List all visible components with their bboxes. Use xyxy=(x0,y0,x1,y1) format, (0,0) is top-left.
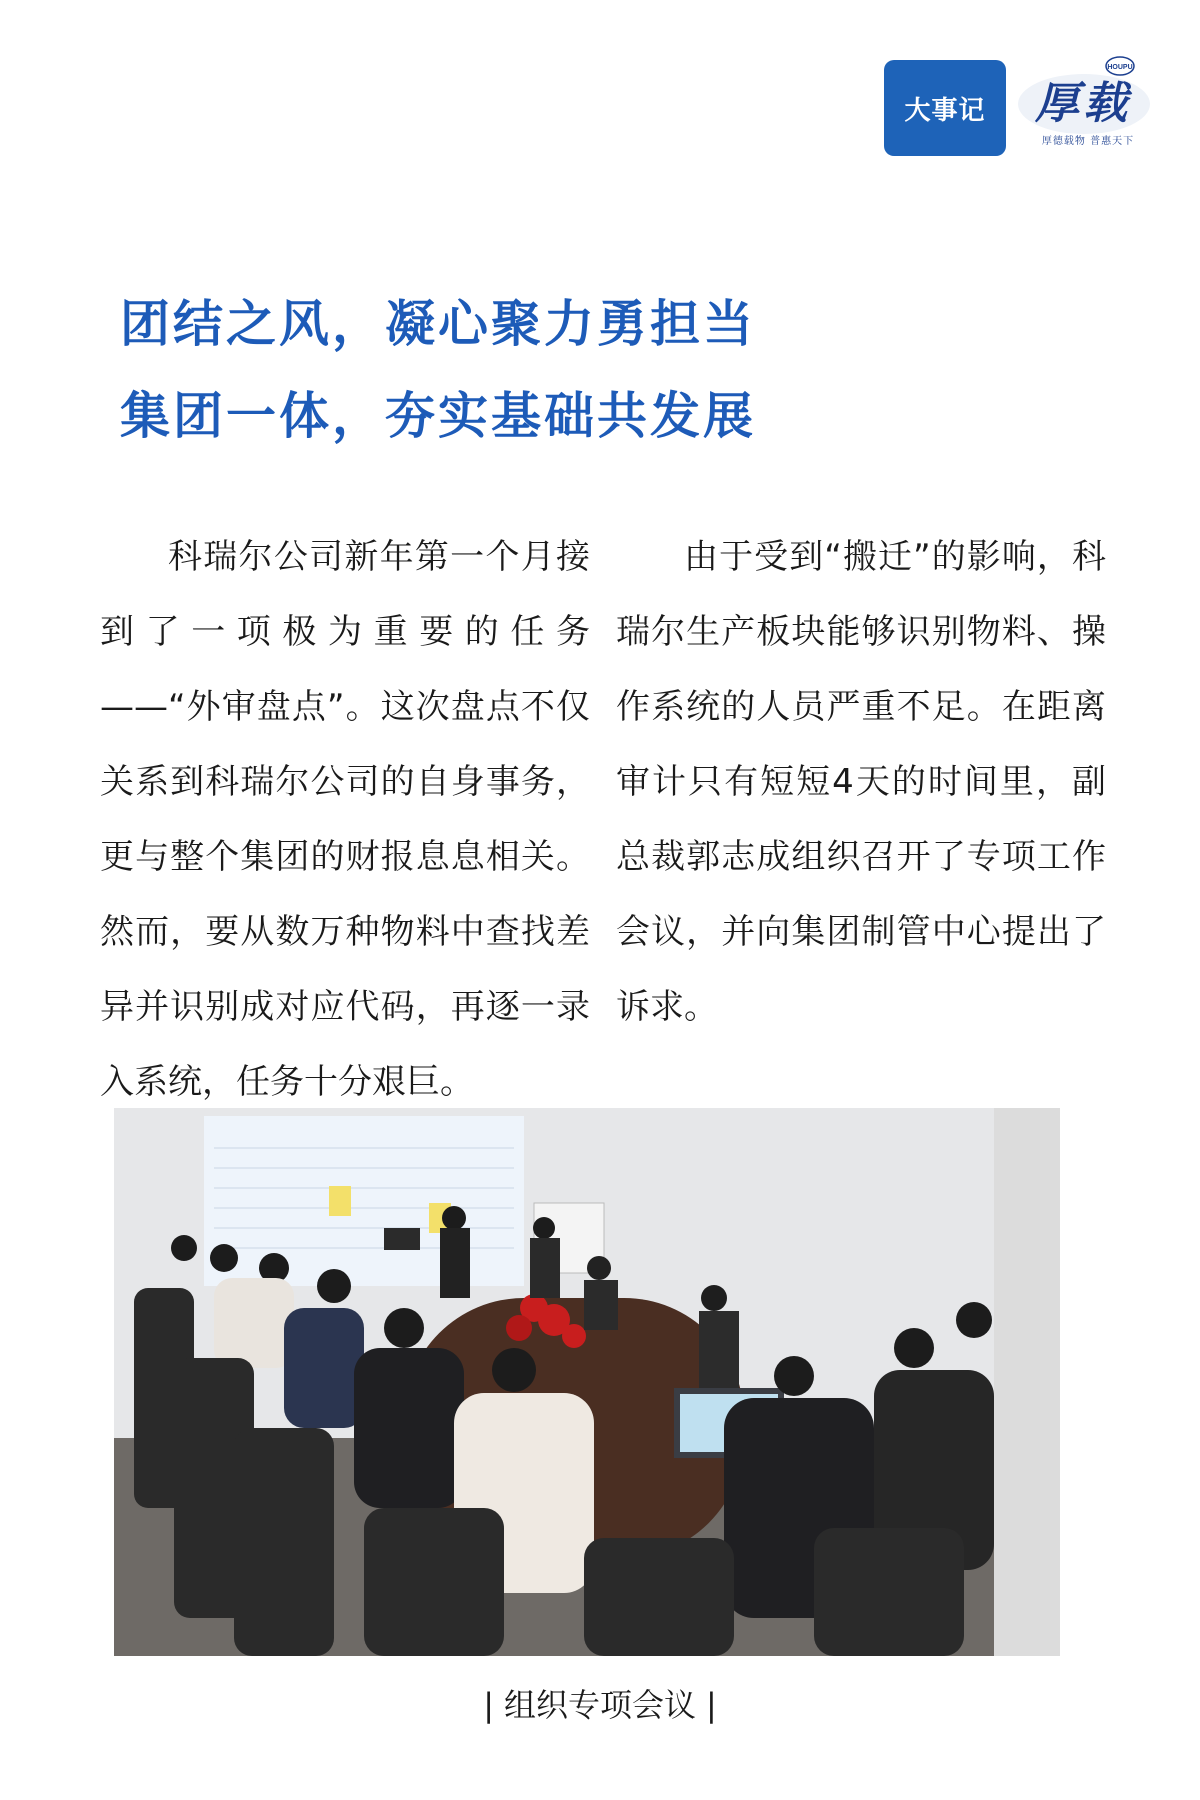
company-logo xyxy=(1012,56,1152,166)
logo-subtext: HOUPU xyxy=(1107,64,1133,71)
photo-caption xyxy=(0,1680,1200,1726)
logo-tagline: 厚德载物 普惠天下 xyxy=(1041,136,1135,147)
meeting-photo xyxy=(114,1108,1060,1656)
caption-bar-left: | xyxy=(483,1686,494,1724)
article-column-left xyxy=(100,520,590,1120)
logo-mark: 厚载 xyxy=(1035,78,1131,129)
article-column-right xyxy=(616,520,1106,1045)
headline-line-1: 团结之风，凝心聚力勇担当 xyxy=(120,295,756,353)
caption-bar-right: | xyxy=(706,1686,717,1724)
article-paragraph-right: 由于受到“搬迁”的影响，科瑞尔生产板块能够识别物料、操作系统的人员严重不足。在距离审计只有短短4天的时间里，副总裁郭志成组织召开了专项工作会议，并向集团制管中心提出了诉求。 xyxy=(616,537,1106,1027)
article-paragraph-left: 科瑞尔公司新年第一个月接到了一项极为重要的任务——“外审盘点”。这次盘点不仅关系到科瑞尔公司的自身事务，更与整个集团的财报息息相关。然而，要从数万种物料中查找差异并识别成对应代码，再逐一录入系统，任务十分艰巨。 xyxy=(100,537,590,1102)
projection-screen xyxy=(204,1116,524,1286)
caption-text: 组织专项会议 xyxy=(503,1686,696,1724)
headline-line-2: 集团一体，夯实基础共发展 xyxy=(120,387,756,445)
headline xyxy=(120,278,1020,462)
meeting-photo-illustration xyxy=(114,1108,1060,1656)
section-badge: 大事记 xyxy=(884,60,1006,156)
